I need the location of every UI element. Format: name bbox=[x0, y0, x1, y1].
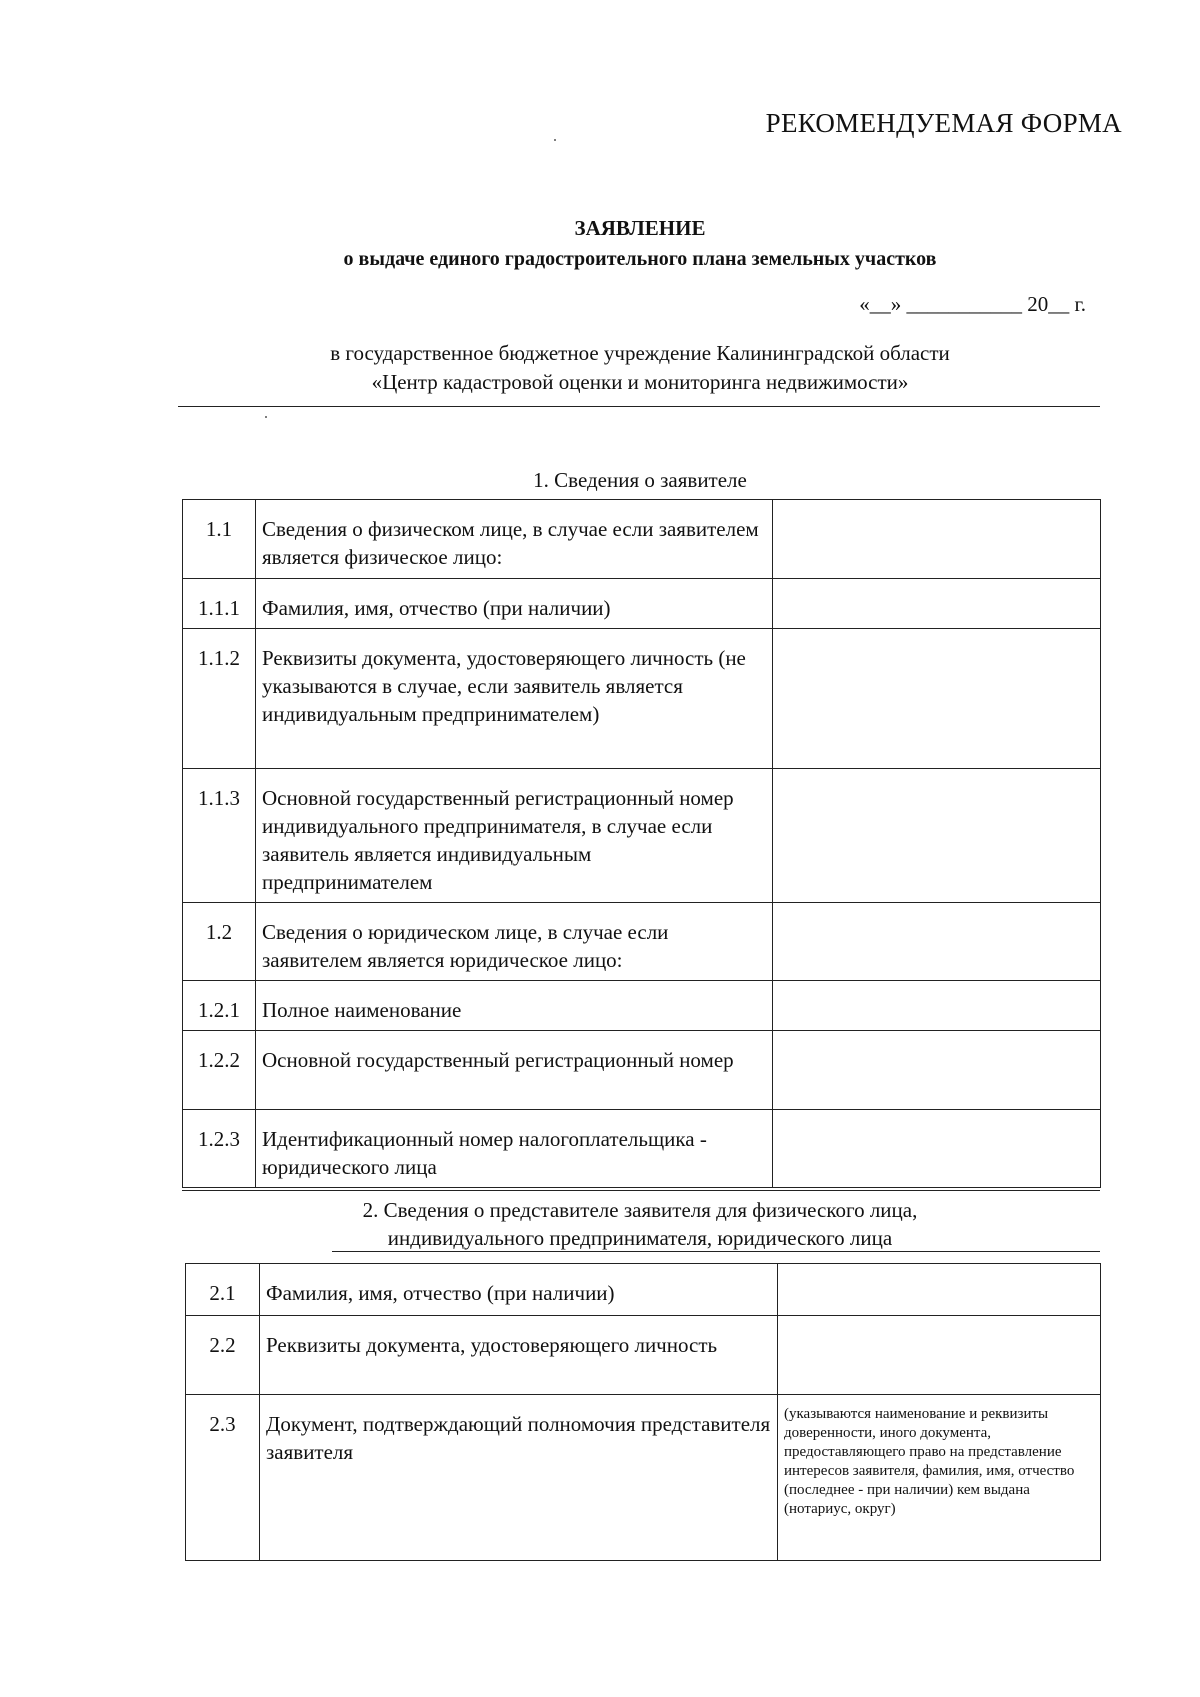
section-1-table bbox=[182, 499, 1101, 1188]
document-title: ЗАЯВЛЕНИЕ bbox=[574, 216, 706, 240]
row-number: 1.2.3 bbox=[183, 1110, 256, 1188]
row-label: Идентификационный номер налогоплательщика - юридического лица bbox=[256, 1110, 773, 1188]
value-field[interactable] bbox=[773, 629, 1101, 769]
row-number: 1.2.2 bbox=[183, 1031, 256, 1110]
row-number: 2.3 bbox=[186, 1395, 260, 1561]
row-label: Фамилия, имя, отчество (при наличии) bbox=[260, 1264, 778, 1316]
table-row bbox=[183, 500, 1101, 579]
value-field[interactable] bbox=[773, 579, 1101, 629]
row-label: Сведения о юридическом лице, в случае если заявителем является юридическое лицо: bbox=[256, 903, 773, 981]
section-2-title bbox=[0, 1196, 1200, 1252]
recipient-underline bbox=[178, 406, 1100, 407]
scan-speck bbox=[554, 139, 556, 141]
row-label: Документ, подтверждающий полномочия представителя заявителя bbox=[260, 1395, 778, 1561]
table-row bbox=[186, 1264, 1101, 1316]
section-2-table bbox=[185, 1263, 1101, 1561]
value-field[interactable] bbox=[778, 1264, 1101, 1316]
recipient-block bbox=[0, 339, 1200, 397]
table-row bbox=[183, 579, 1101, 629]
table-row bbox=[186, 1316, 1101, 1395]
document-subtitle: о выдаче единого градостроительного плана земельных участков bbox=[343, 248, 937, 270]
row-label: Основной государственный регистрационный номер bbox=[256, 1031, 773, 1110]
row-number: 2.1 bbox=[186, 1264, 260, 1316]
row-number: 1.1.3 bbox=[183, 769, 256, 903]
row-label: Реквизиты документа, удостоверяющего личность (не указываются в случае, если заявитель является индивидуальным предпринимателем) bbox=[256, 629, 773, 769]
table-row bbox=[183, 769, 1101, 903]
table-row bbox=[183, 981, 1101, 1031]
row-label: Сведения о физическом лице, в случае если заявителем является физическое лицо: bbox=[256, 500, 773, 579]
value-field[interactable] bbox=[773, 981, 1101, 1031]
authority-note-field[interactable]: (указываются наименование и реквизиты доверенности, иного документа, предоставляющего право на представление интересов заявителя, фамилия, имя, отчество (последнее - при наличии) кем выдана (нотариус, округ) bbox=[778, 1395, 1101, 1561]
row-number: 1.2.1 bbox=[183, 981, 256, 1031]
table-row bbox=[183, 903, 1101, 981]
table-row bbox=[183, 1110, 1101, 1188]
row-label: Фамилия, имя, отчество (при наличии) bbox=[256, 579, 773, 629]
section-2-top-rule bbox=[182, 1190, 1100, 1191]
row-number: 1.1.1 bbox=[183, 579, 256, 629]
table-row bbox=[183, 629, 1101, 769]
value-field[interactable] bbox=[773, 903, 1101, 981]
row-label: Реквизиты документа, удостоверяющего личность bbox=[260, 1316, 778, 1395]
row-number: 2.2 bbox=[186, 1316, 260, 1395]
date-line: «__» ___________ 20__ г. bbox=[859, 292, 1086, 316]
row-number: 1.1.2 bbox=[183, 629, 256, 769]
table-row bbox=[186, 1395, 1101, 1561]
value-field[interactable] bbox=[773, 769, 1101, 903]
recipient-line-1: в государственное бюджетное учреждение Калининградской области bbox=[330, 341, 950, 365]
section-2-title-line-2: индивидуального предпринимателя, юридического лица bbox=[387, 1226, 893, 1250]
row-number: 1.1 bbox=[183, 500, 256, 579]
recipient-line-2: «Центр кадастровой оценки и мониторинга недвижимости» bbox=[371, 370, 909, 394]
recommended-form-label: РЕКОМЕНДУЕМАЯ ФОРМА bbox=[765, 108, 1122, 138]
table-row bbox=[183, 1031, 1101, 1110]
section-1-title: 1. Сведения о заявителе bbox=[533, 468, 747, 492]
value-field[interactable] bbox=[773, 1031, 1101, 1110]
row-number: 1.2 bbox=[183, 903, 256, 981]
section-2-title-underline bbox=[332, 1251, 1100, 1252]
scan-speck bbox=[265, 416, 267, 418]
value-field[interactable] bbox=[773, 500, 1101, 579]
section-2-title-line-1: 2. Сведения о представителе заявителя для физического лица, bbox=[362, 1198, 918, 1222]
value-field[interactable] bbox=[773, 1110, 1101, 1188]
row-label: Полное наименование bbox=[256, 981, 773, 1031]
row-label: Основной государственный регистрационный номер индивидуального предпринимателя, в случае если заявитель является индивидуальным предпринимателем bbox=[256, 769, 773, 903]
value-field[interactable] bbox=[778, 1316, 1101, 1395]
